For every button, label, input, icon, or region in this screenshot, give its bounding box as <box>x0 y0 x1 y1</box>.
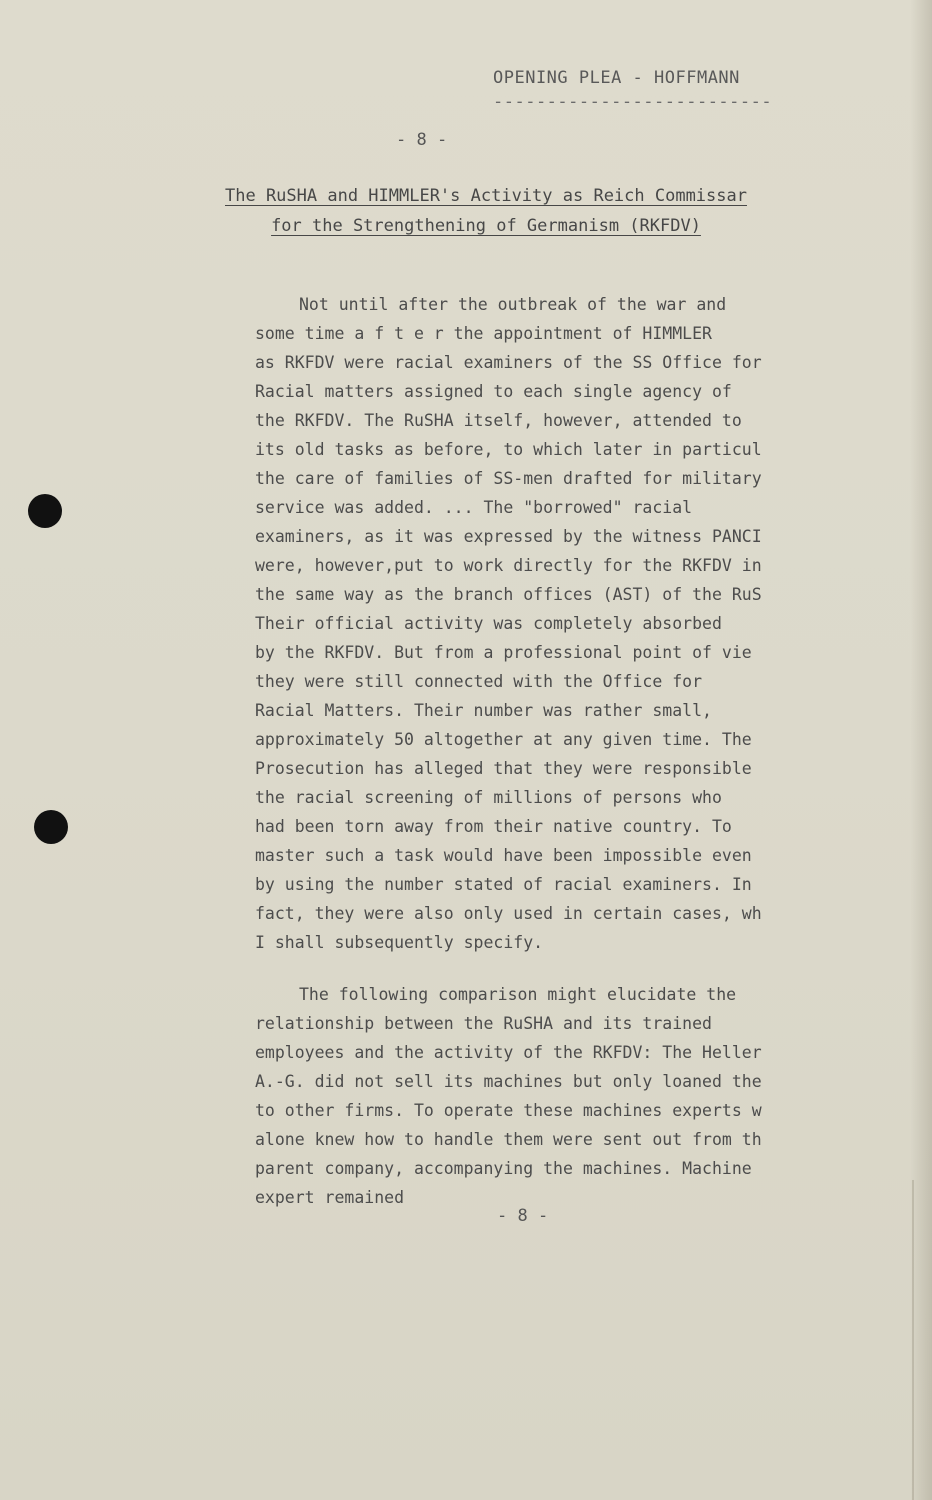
paragraph-line: fact, they were also only used in certain cases, wh <box>255 904 762 923</box>
paragraph-line: the racial screening of millions of persons who <box>255 788 722 807</box>
paragraph-line: the care of families of SS-men drafted for military <box>255 469 762 488</box>
page-number-bottom: - 8 - <box>497 1206 549 1226</box>
paragraph-line: the same way as the branch offices (AST) of the RuS <box>255 585 762 604</box>
paragraph-1 <box>255 290 875 957</box>
paragraph-line: Racial Matters. Their number was rather small, <box>255 701 712 720</box>
paragraph-line: examiners, as it was expressed by the witness PANCI <box>255 527 762 546</box>
section-heading-line-2: for the Strengthening of Germanism (RKFDV) <box>271 216 701 236</box>
punch-hole-2 <box>34 810 68 844</box>
paragraph-line: master such a task would have been impossible even <box>255 846 752 865</box>
paragraph-line: had been torn away from their native country. To <box>255 817 732 836</box>
paragraph-line: some time a f t e r the appointment of HIMMLER <box>255 324 712 343</box>
paragraph-line: employees and the activity of the RKFDV: The Heller <box>255 1043 762 1062</box>
paragraph-line: The following comparison might elucidate the <box>299 985 737 1004</box>
paragraph-line: alone knew how to handle them were sent out from th <box>255 1130 762 1149</box>
paragraph-line: Not until after the outbreak of the war and <box>299 295 727 314</box>
paragraph-line: to other firms. To operate these machines experts w <box>255 1101 762 1120</box>
paragraph-line: as RKFDV were racial examiners of the SS Office for <box>255 353 762 372</box>
paragraph-line: parent company, accompanying the machines. Machine <box>255 1159 752 1178</box>
header-rule: -------------------------- <box>493 92 773 112</box>
section-heading-line-1: The RuSHA and HIMMLER's Activity as Reich Commissar <box>225 186 747 206</box>
paragraph-line: its old tasks as before, to which later in particul <box>255 440 762 459</box>
page-fold <box>912 1180 914 1500</box>
paragraph-line: by the RKFDV. But from a professional point of vie <box>255 643 752 662</box>
paragraph-line: Prosecution has alleged that they were responsible <box>255 759 752 778</box>
header-title: OPENING PLEA - HOFFMANN <box>493 68 740 88</box>
paragraph-2 <box>255 980 875 1212</box>
paragraph-line: the RKFDV. The RuSHA itself, however, attended to <box>255 411 742 430</box>
paragraph-line: were, however,put to work directly for the RKFDV in <box>255 556 762 575</box>
paragraph-line: Their official activity was completely absorbed <box>255 614 722 633</box>
paragraph-line: by using the number stated of racial examiners. In <box>255 875 752 894</box>
punch-hole-1 <box>28 494 62 528</box>
page-number-top: - 8 - <box>396 130 448 150</box>
paragraph-line: expert remained <box>255 1188 405 1207</box>
paragraph-line: they were still connected with the Office for <box>255 672 703 691</box>
paragraph-line: approximately 50 altogether at any given time. The <box>255 730 752 749</box>
paragraph-line: A.-G. did not sell its machines but only loaned the <box>255 1072 762 1091</box>
paragraph-line: I shall subsequently specify. <box>255 933 544 952</box>
paragraph-line: relationship between the RuSHA and its trained <box>255 1014 712 1033</box>
paragraph-line: Racial matters assigned to each single agency of <box>255 382 732 401</box>
paragraph-line: service was added. ... The "borrowed" racial <box>255 498 693 517</box>
